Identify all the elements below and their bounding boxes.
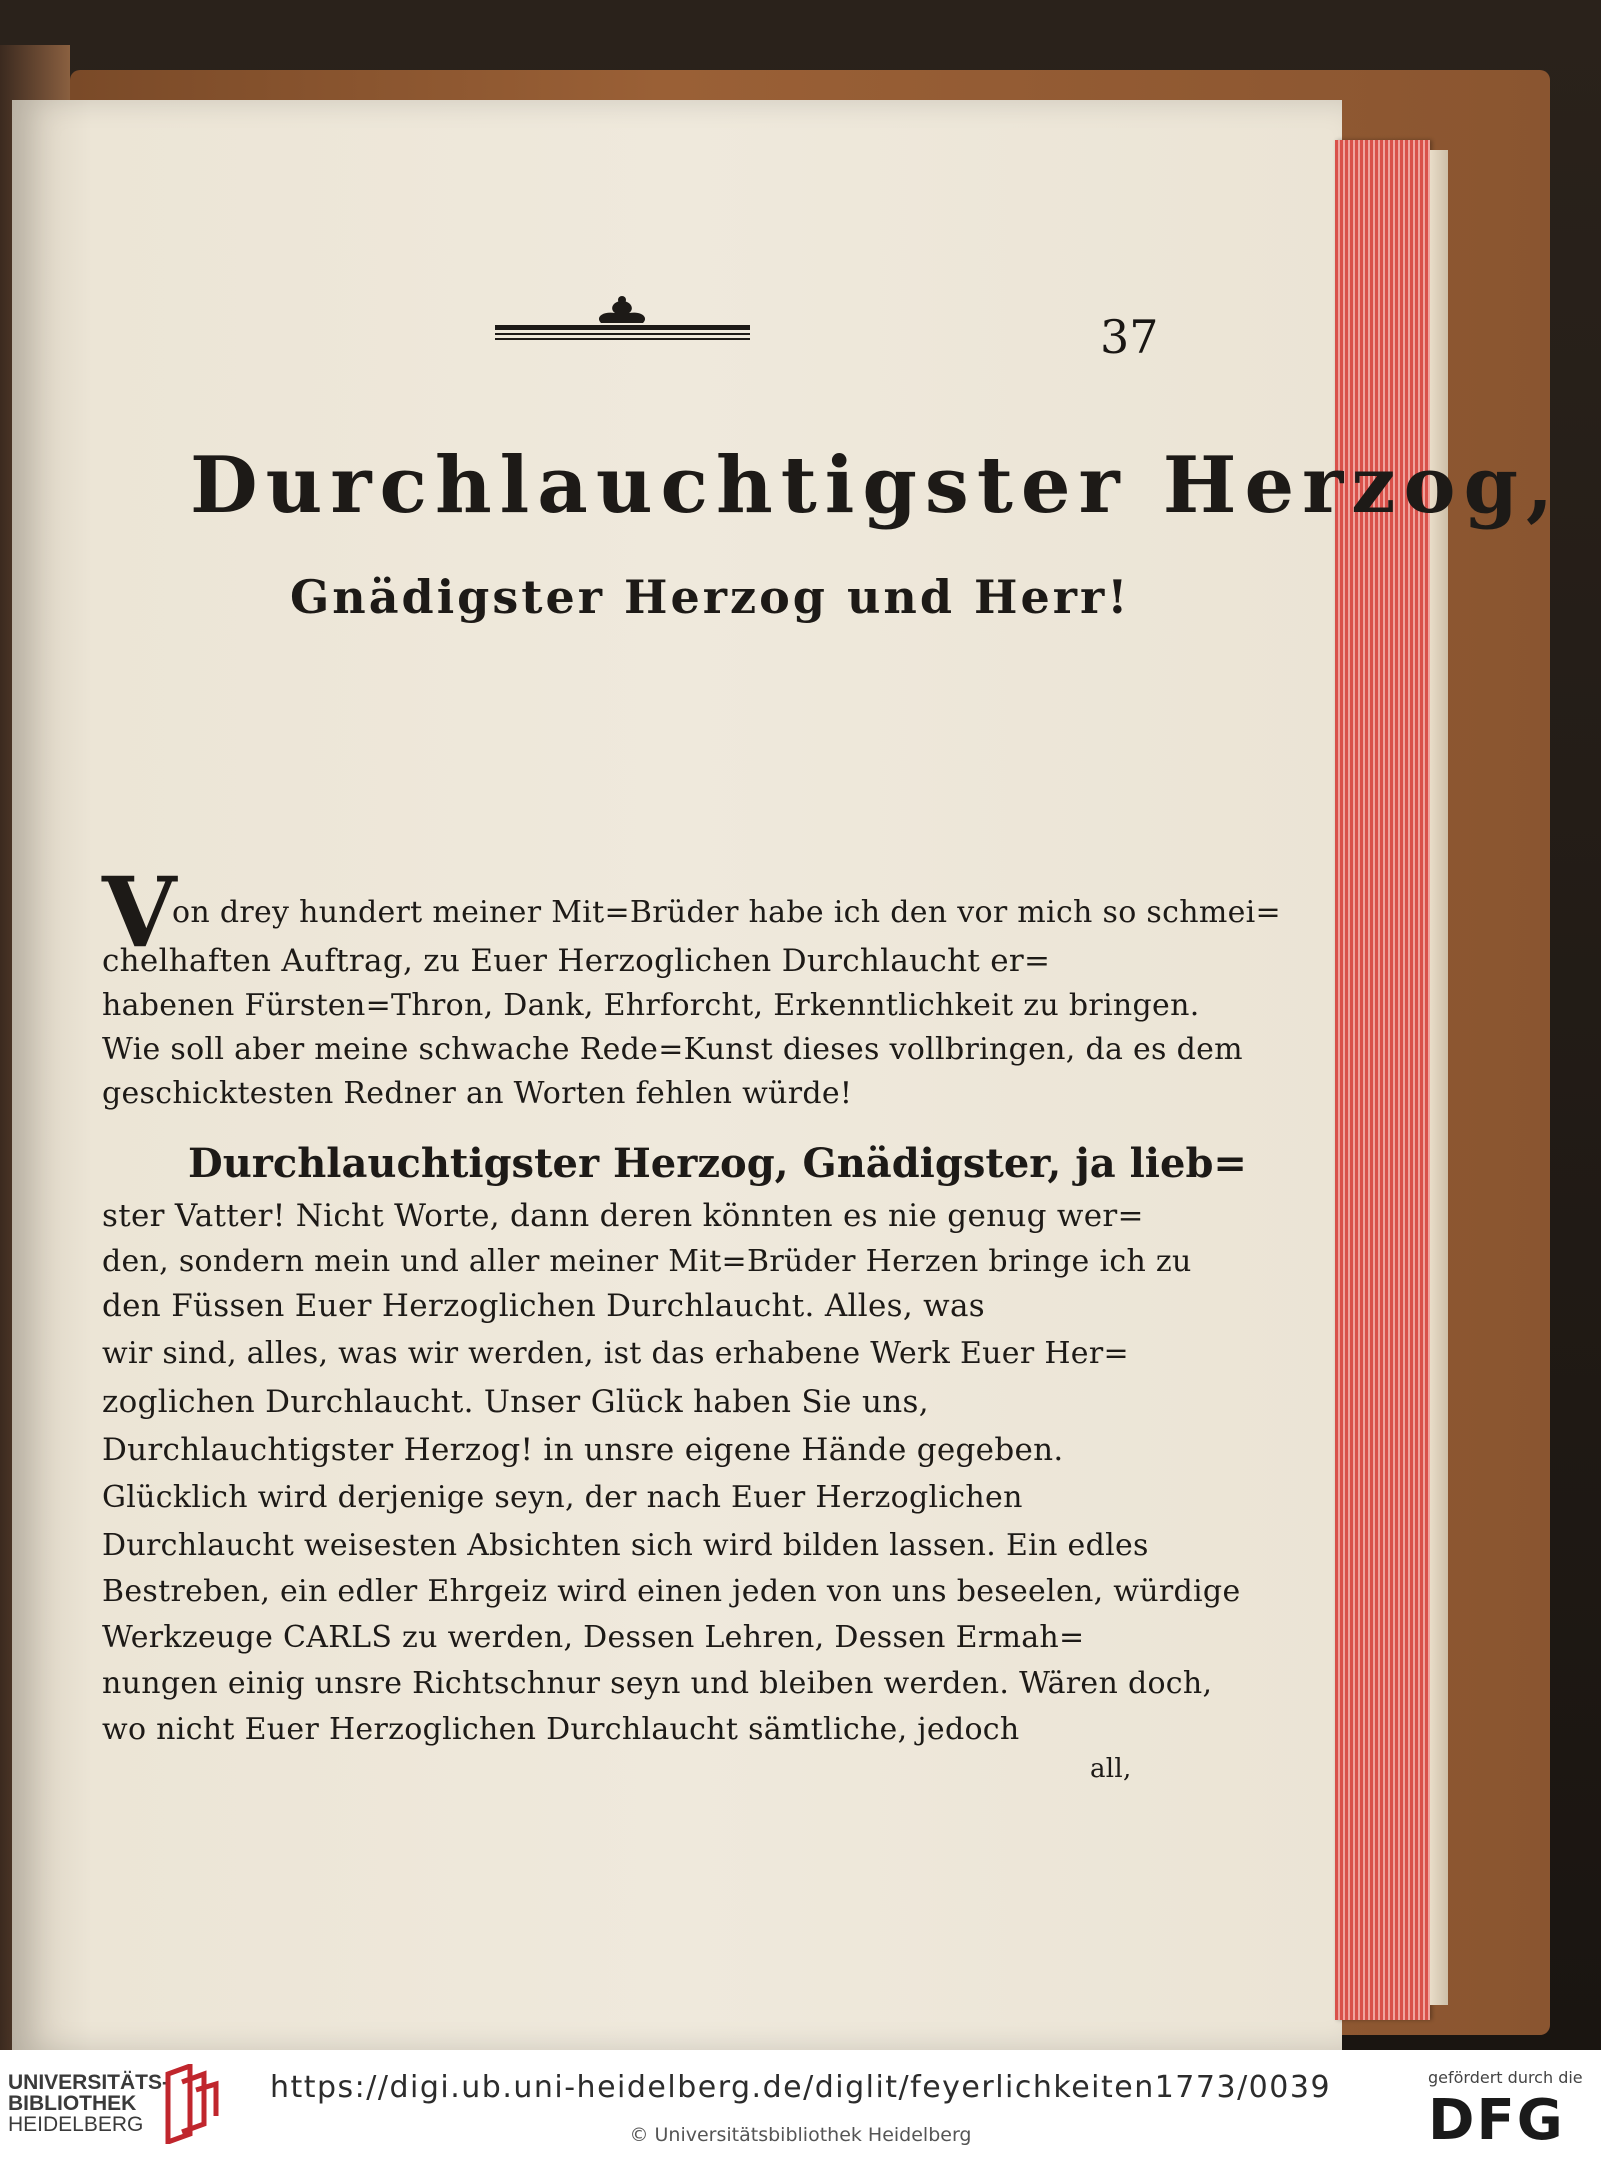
red-page-edges xyxy=(1335,140,1430,2020)
ornament-divider-icon xyxy=(495,295,750,347)
text-line: Durchlaucht weisesten Absichten sich wird bilden lassen. Ein edles xyxy=(102,1528,1149,1563)
text-line: zoglichen Durchlaucht. Unser Glück haben Sie uns, xyxy=(102,1384,929,1420)
page-block-edge xyxy=(1430,150,1448,2005)
page-title: Durchlauchtigster Herzog, xyxy=(190,440,1562,531)
text-line: wir sind, alles, was wir werden, ist das erhabene Werk Euer Her= xyxy=(102,1336,1129,1371)
text-line: on drey hundert meiner Mit=Brüder habe ich den vor mich so schmei= xyxy=(172,895,1281,930)
text-line: ster Vatter! Nicht Worte, dann deren könnten es nie genug wer= xyxy=(102,1198,1144,1234)
text-line: habenen Fürsten=Thron, Dank, Ehrforcht, Erkenntlichkeit zu bringen. xyxy=(102,988,1200,1023)
text-line: geschicktesten Redner an Worten fehlen würde! xyxy=(102,1076,853,1111)
text-line: chelhaften Auftrag, zu Euer Herzoglichen Durchlaucht er= xyxy=(102,943,1051,979)
book-page xyxy=(12,100,1342,2050)
text-line: den Füssen Euer Herzoglichen Durchlaucht. Alles, was xyxy=(102,1288,985,1324)
catchword: all, xyxy=(1090,1754,1132,1784)
text-line: Durchlauchtigster Herzog, Gnädigster, ja lieb= xyxy=(188,1140,1247,1187)
copyright-notice: © Universitätsbibliothek Heidelberg xyxy=(629,2124,972,2146)
dropcap: V xyxy=(102,856,177,969)
funding-label: gefördert durch die xyxy=(1428,2068,1583,2087)
text-line: Wie soll aber meine schwache Rede=Kunst dieses vollbringen, da es dem xyxy=(102,1032,1243,1067)
text-line: Bestreben, ein edler Ehrgeiz wird einen jeden von uns beseelen, würdige xyxy=(102,1574,1241,1609)
text-line: Glücklich wird derjenige seyn, der nach Euer Herzoglichen xyxy=(102,1480,1023,1515)
viewer-footer xyxy=(0,2050,1601,2168)
text-line: wo nicht Euer Herzoglichen Durchlaucht sämtliche, jedoch xyxy=(102,1712,1020,1747)
text-line: den, sondern mein und aller meiner Mit=Brüder Herzen bringe ich zu xyxy=(102,1244,1192,1279)
page-number: 37 xyxy=(1100,310,1159,364)
library-name-line: UNIVERSITÄTS- xyxy=(8,2071,170,2094)
permalink-url[interactable]: https://digi.ub.uni-heidelberg.de/diglit/feyerlichkeiten1773/0039 xyxy=(269,2070,1332,2105)
library-name-line: BIBLIOTHEK xyxy=(8,2092,137,2115)
text-line: nungen einig unsre Richtschnur seyn und bleiben werden. Wären doch, xyxy=(102,1666,1213,1701)
dfg-logo[interactable]: DFG xyxy=(1428,2088,1565,2153)
page-subtitle: Gnädigster Herzog und Herr! xyxy=(290,570,1131,624)
text-line: Werkzeuge CARLS zu werden, Dessen Lehren, Dessen Ermah= xyxy=(102,1620,1085,1655)
text-line: Durchlauchtigster Herzog! in unsre eigene Hände gegeben. xyxy=(102,1432,1064,1468)
library-name-line: HEIDELBERG xyxy=(8,2113,144,2136)
